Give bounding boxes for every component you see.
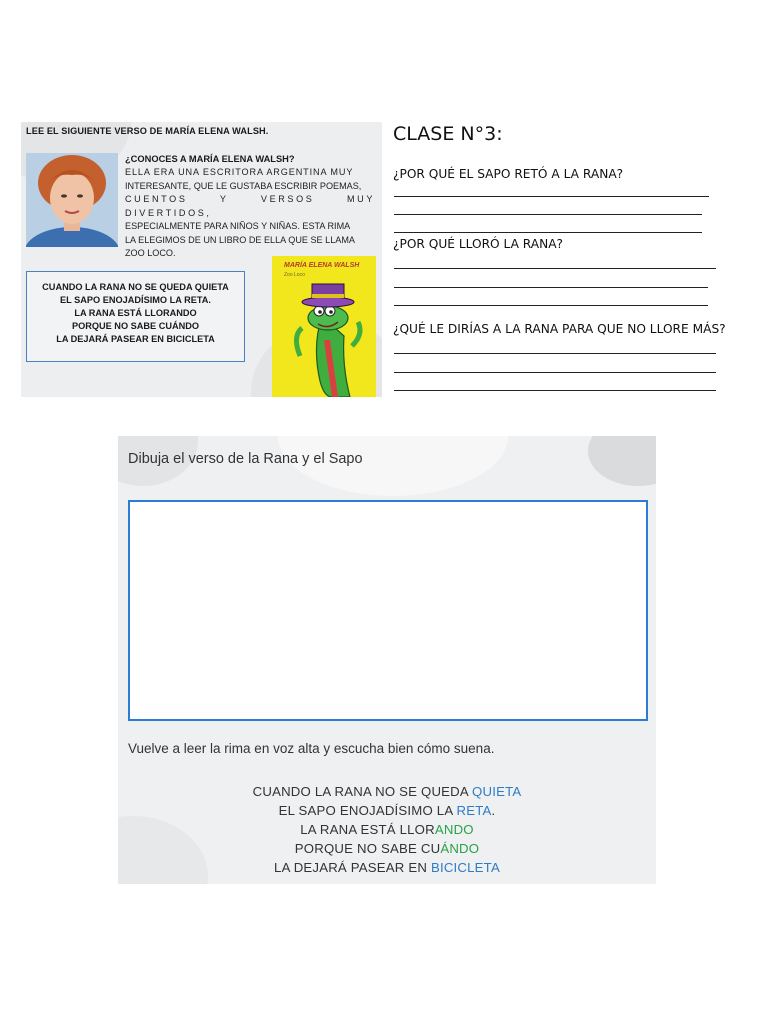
drawing-activity-card bbox=[118, 436, 656, 884]
question-2: ¿POR QUÉ LLORÓ LA RANA? bbox=[393, 237, 564, 251]
answer-line bbox=[394, 353, 716, 354]
rhyme-line bbox=[118, 841, 656, 856]
rhyme-line bbox=[118, 803, 656, 818]
bio-line: ESPECIALMENTE PARA NIÑOS Y NIÑAS. ESTA RIMA bbox=[125, 221, 351, 231]
book-cover-image bbox=[272, 256, 376, 397]
answer-line bbox=[394, 232, 702, 233]
rhyme-line bbox=[118, 822, 656, 837]
rhyme-highlight: RETA bbox=[456, 803, 492, 818]
bio-line: LA ELEGIMOS DE UN LIBRO DE ELLA QUE SE LLAMA bbox=[125, 234, 355, 245]
bio-line: CUENTOS Y VERSOS MUY DIVERTIDOS, bbox=[125, 194, 375, 218]
rhyme-highlight: BICICLETA bbox=[430, 860, 500, 875]
answer-line bbox=[394, 390, 716, 391]
card-title: LEE EL SIGUIENTE VERSO DE MARÍA ELENA WALSH. bbox=[26, 126, 269, 136]
answer-line bbox=[394, 287, 708, 288]
drawing-area[interactable] bbox=[128, 500, 648, 721]
author-photo bbox=[26, 153, 118, 247]
rhyme-tail: . bbox=[491, 803, 496, 818]
bio-line: ELLA ERA UNA ESCRITORA ARGENTINA MUY bbox=[125, 167, 354, 177]
answer-line bbox=[394, 196, 709, 197]
bio-line: INTERESANTE, QUE LE GUSTABA ESCRIBIR POEMAS, bbox=[125, 180, 362, 191]
rhyme-line bbox=[118, 784, 656, 799]
frog-illustration bbox=[272, 256, 376, 397]
question-1: ¿POR QUÉ EL SAPO RETÓ A LA RANA? bbox=[393, 167, 624, 181]
verse-line: EL SAPO ENOJADÍSIMO LA RETA. bbox=[60, 295, 211, 305]
bio-question: ¿CONOCES A MARÍA ELENA WALSH? bbox=[125, 154, 295, 164]
answer-line bbox=[394, 268, 716, 269]
rhyme-plain: EL SAPO ENOJADÍSIMO LA bbox=[278, 803, 457, 818]
reread-instruction: Vuelve a leer la rima en voz alta y escucha bien cómo suena. bbox=[128, 741, 495, 756]
rhyme-highlight: ÁNDO bbox=[440, 841, 480, 856]
cover-author: MARÍA ELENA WALSH bbox=[284, 262, 360, 269]
rhyme-plain: LA DEJARÁ PASEAR EN bbox=[274, 860, 431, 875]
author-info-card bbox=[21, 122, 382, 397]
drawing-instruction: Dibuja el verso de la Rana y el Sapo bbox=[128, 451, 363, 467]
verse-box bbox=[26, 271, 245, 362]
verse-line: CUANDO LA RANA NO SE QUEDA QUIETA bbox=[42, 282, 229, 292]
rhyme-line bbox=[118, 860, 656, 875]
answer-line bbox=[394, 372, 716, 373]
rhyme-plain: PORQUE NO SABE CU bbox=[294, 841, 441, 856]
answer-line bbox=[394, 305, 708, 306]
rhyme-plain: LA RANA ESTÁ LLOR bbox=[300, 822, 435, 837]
answer-line bbox=[394, 214, 702, 215]
rhyme-highlight: ANDO bbox=[434, 822, 474, 837]
verse-line: PORQUE NO SABE CUÁNDO bbox=[71, 321, 200, 331]
cover-subtitle: Zoo Loco bbox=[284, 272, 305, 278]
class-title: CLASE N°3: bbox=[393, 123, 503, 145]
rhyme-highlight: QUIETA bbox=[472, 784, 522, 799]
bio-text bbox=[125, 166, 375, 261]
question-3: ¿QUÉ LE DIRÍAS A LA RANA PARA QUE NO LLORE MÁS? bbox=[393, 322, 726, 336]
bio-line: ZOO LOCO. bbox=[125, 248, 176, 258]
verse-line: LA RANA ESTÁ LLORANDO bbox=[74, 308, 197, 318]
verse-line: LA DEJARÁ PASEAR EN BICICLETA bbox=[56, 334, 215, 344]
rhyme-plain: CUANDO LA RANA NO SE QUEDA bbox=[252, 784, 473, 799]
